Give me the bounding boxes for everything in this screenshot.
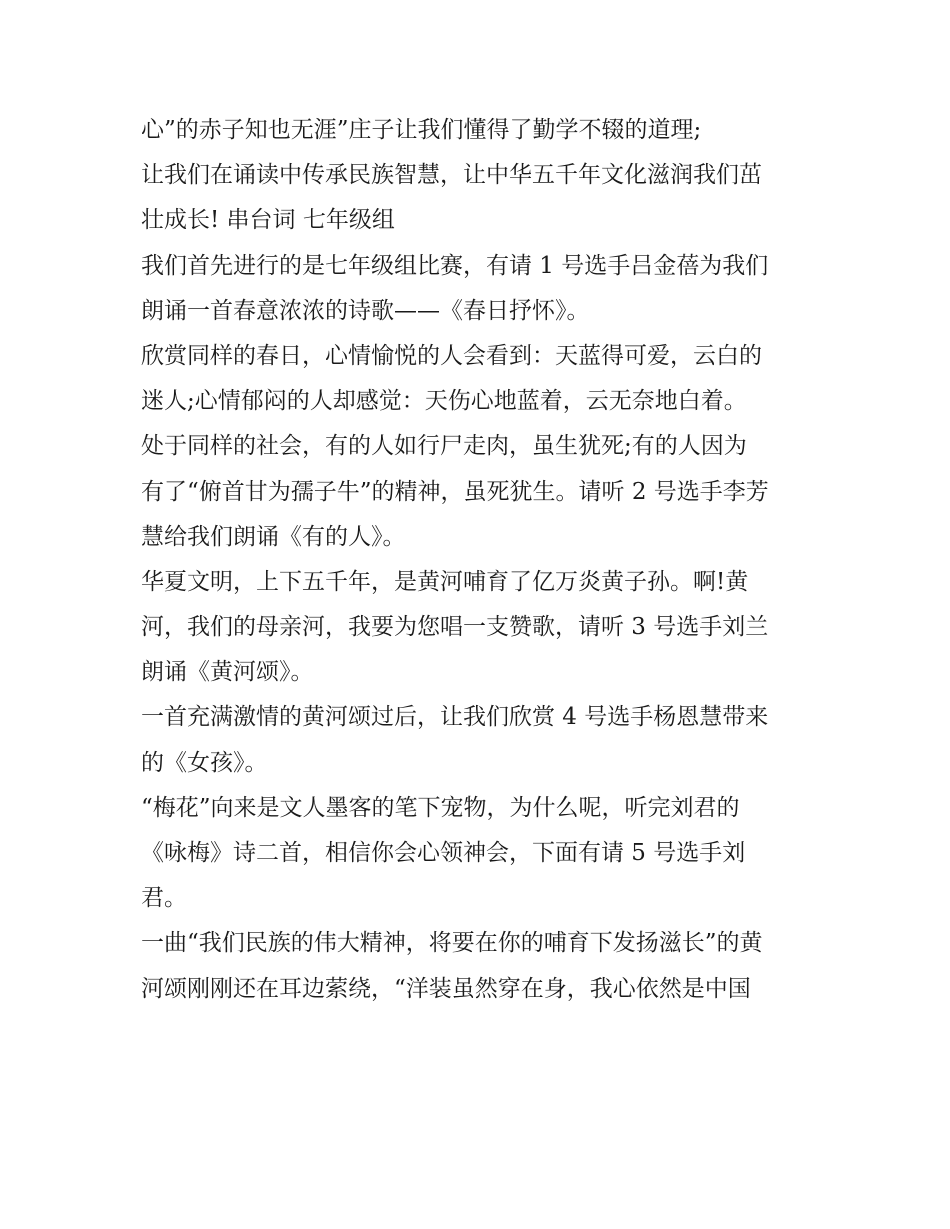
text-line: 迷人;心情郁闷的人却感觉：天伤心地蓝着，云无奈地白着。 bbox=[141, 388, 747, 415]
text-line: “梅花”向来是文人墨客的笔下宠物，为什么呢，听完刘君的 bbox=[141, 794, 740, 821]
text-line: 让我们在诵读中传承民族智慧，让中华五千年文化滋润我们茁 bbox=[141, 162, 762, 189]
text-line: 的《女孩》。 bbox=[141, 749, 268, 776]
text-line: 河颂刚刚还在耳边萦绕，“洋装虽然穿在身，我心依然是中国 bbox=[141, 975, 751, 1002]
text-line: 欣赏同样的春日，心情愉悦的人会看到：天蓝得可爱，云白的 bbox=[141, 342, 762, 369]
text-line: 河，我们的母亲河，我要为您唱一支赞歌，请听 3 号选手刘兰 bbox=[141, 614, 769, 641]
text-line: 我们首先进行的是七年级组比赛，有请 1 号选手吕金蓓为我们 bbox=[141, 252, 769, 279]
text-line: 一曲“我们民族的伟大精神，将要在你的哺育下发扬滋长”的黄 bbox=[141, 930, 763, 957]
text-line: 有了“俯首甘为孺子牛”的精神，虽死犹生。请听 2 号选手李芳 bbox=[141, 478, 769, 505]
text-line: 心”的赤子知也无涯”庄子让我们懂得了勤学不辍的道理; bbox=[141, 117, 702, 143]
text-line: 朗诵一首春意浓浓的诗歌——《春日抒怀》。 bbox=[141, 297, 590, 324]
text-line: 慧给我们朗诵《有的人》。 bbox=[141, 523, 406, 550]
text-line: 君。 bbox=[141, 885, 187, 912]
body-text bbox=[141, 108, 821, 1012]
text-line: 华夏文明，上下五千年，是黄河哺育了亿万炎黄子孙。啊!黄 bbox=[141, 568, 749, 595]
text-line: 壮成长! 串台词 七年级组 bbox=[141, 207, 395, 234]
text-line: 朗诵《黄河颂》。 bbox=[141, 659, 314, 686]
text-line: 处于同样的社会，有的人如行尸走肉，虽生犹死;有的人因为 bbox=[141, 433, 747, 460]
text-line: 《咏梅》诗二首，相信你会心领神会，下面有请 5 号选手刘 bbox=[141, 840, 746, 866]
text-line: 一首充满激情的黄河颂过后，让我们欣赏 4 号选手杨恩慧带来 bbox=[141, 704, 769, 731]
